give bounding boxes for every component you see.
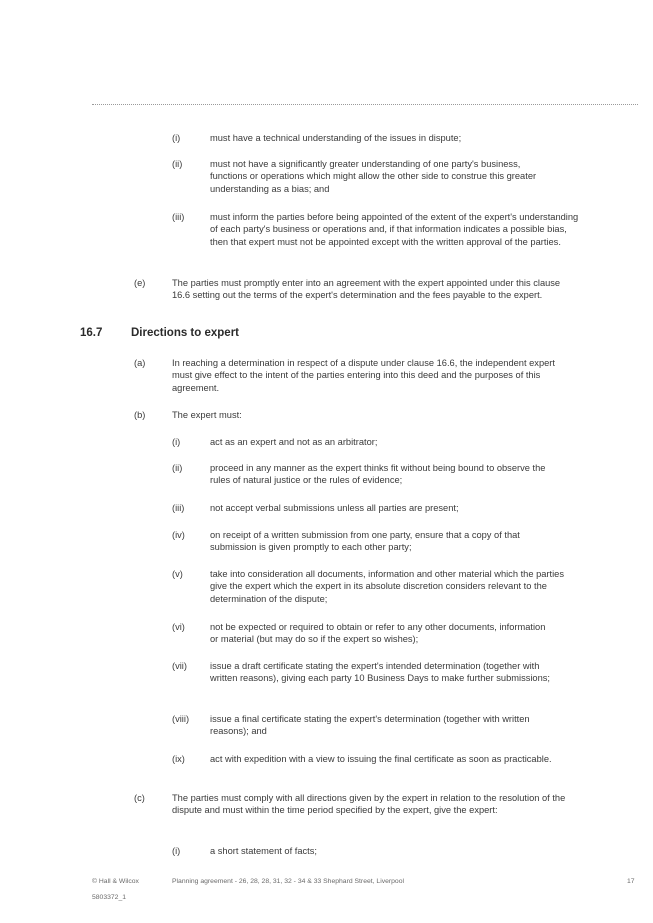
footer-page-number: 17 (627, 878, 635, 885)
item-text: issue a draft certificate stating the expert's intended determination (together with written reasons), giving each party 10 Business Days to make further submissions; (210, 661, 551, 684)
footer-document: Planning agreement - 26, 28, 28, 31, 32 - 34 & 33 Shephard Street, Liverpool (172, 878, 405, 885)
header-rule (92, 104, 638, 105)
item-label: (vi) (172, 622, 185, 632)
item-label: (iii) (172, 503, 185, 513)
item-label: (ii) (172, 463, 183, 473)
item-text: act with expedition with a view to issuing the final certificate as soon as practicable. (210, 754, 552, 764)
item-label: (v) (172, 569, 183, 579)
item-text: take into consideration all documents, information and other material which the parties give the expert which the expert in its absolute discretion considers relevant to the determination of the dispute; (210, 569, 564, 604)
para-b-text: The expert must: (172, 410, 242, 420)
item-text: must inform the parties before being appointed of the extent of the expert's understanding of each party's business or operations and, if that information indicates a possible bias, then that expert must not be appointed except with the written approval of the parties. (210, 212, 579, 247)
item-label: (vii) (172, 661, 187, 671)
item-text: not be expected or required to obtain or refer to any other documents, information or material (but may do so if the expert so wishes); (210, 622, 546, 645)
para-a-text: In reaching a determination in respect of a dispute under clause 16.6, the independent expert must give effect to the intent of the parties entering into this deed and the purposes of this agreement. (172, 358, 555, 393)
footer-reference: 5803372_1 (92, 894, 127, 901)
item-text: issue a final certificate stating the expert's determination (together with written reasons); and (210, 714, 530, 737)
para-b-label: (b) (134, 410, 146, 420)
para-a-label: (a) (134, 358, 146, 368)
section-title: Directions to expert (131, 327, 239, 339)
para-c-text: The parties must comply with all directions given by the expert in relation to the resolution of the dispute and must within the time period specified by the expert, give the expert: (172, 793, 566, 816)
footer-firm: © Hall & Wilcox (92, 878, 139, 885)
para-e-label: (e) (134, 278, 146, 288)
item-label: (viii) (172, 714, 190, 724)
item-label: (i) (172, 846, 181, 856)
section-number: 16.7 (80, 327, 103, 339)
item-label: (i) (172, 437, 181, 447)
item-label: (iii) (172, 212, 185, 222)
item-label: (ii) (172, 159, 183, 169)
item-label: (iv) (172, 530, 185, 540)
item-text: not accept verbal submissions unless all parties are present; (210, 503, 459, 513)
item-label: (i) (172, 133, 181, 143)
para-c-label: (c) (134, 793, 145, 803)
para-e-text: The parties must promptly enter into an agreement with the expert appointed under this clause 16.6 setting out the terms of the expert's determination and the fees payable to the expert. (172, 278, 561, 301)
item-text: proceed in any manner as the expert thinks fit without being bound to observe the rules of natural justice or the rules of evidence; (210, 463, 546, 486)
item-text: act as an expert and not as an arbitrator; (210, 437, 378, 447)
item-text: on receipt of a written submission from one party, ensure that a copy of that submission is given promptly to each other party; (210, 530, 520, 553)
item-label: (ix) (172, 754, 185, 764)
item-text: a short statement of facts; (210, 846, 317, 856)
item-text: must not have a significantly greater understanding of one party's business, functions or operations which might allow the other side to construe this greater understanding as a bias; and (210, 159, 537, 194)
item-text: must have a technical understanding of the issues in dispute; (210, 133, 462, 143)
